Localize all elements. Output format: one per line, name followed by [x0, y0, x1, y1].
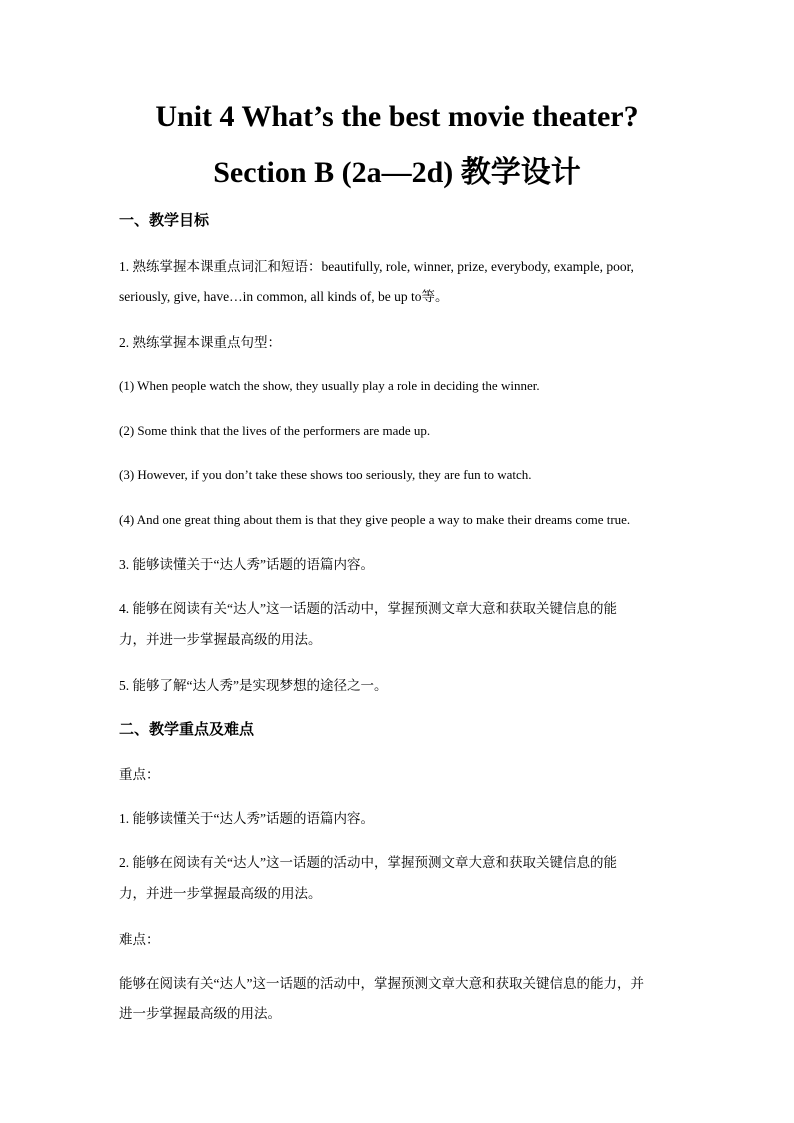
document-subtitle: Section B (2a—2d) 教学设计 — [213, 156, 581, 189]
objective-item-1: 1. 熟练掌握本课重点词汇和短语：beautifully, role, winner, prize, everybody, example, poor, — [119, 259, 634, 274]
key-sentence-3: (3) However, if you don’t take these shows too seriously, they are fun to watch. — [119, 467, 532, 482]
key-sentence-4: (4) And one great thing about them is that they give people a way to make their dreams come true. — [119, 512, 631, 527]
objective-item-5: 5. 能够了解“达人秀”是实现梦想的途径之一。 — [119, 678, 388, 693]
difficult-point: 能够在阅读有关“达人”这一话题的活动中，掌握预测文章大意和获取关键信息的能力，并 — [119, 976, 644, 991]
key-point-2: 2. 能够在阅读有关“达人”这一话题的活动中，掌握预测文章大意和获取关键信息的能 — [119, 855, 617, 870]
key-point-2-cont: 力，并进一步掌握最高级的用法。 — [119, 886, 322, 901]
document-title: Unit 4 What’s the best movie theater? — [155, 100, 639, 133]
objective-item-3: 3. 能够读懂关于“达人秀”话题的语篇内容。 — [119, 557, 374, 572]
objective-item-1-cont: seriously, give, have…in common, all kinds of, be up to等。 — [119, 289, 449, 304]
section-heading-key-points: 二、教学重点及难点 — [119, 722, 255, 738]
objective-item-4: 4. 能够在阅读有关“达人”这一话题的活动中，掌握预测文章大意和获取关键信息的能 — [119, 601, 617, 616]
key-sentence-1: (1) When people watch the show, they usually play a role in deciding the winner. — [119, 378, 540, 393]
objective-item-4-cont: 力，并进一步掌握最高级的用法。 — [119, 632, 322, 647]
key-points-label: 重点： — [119, 767, 160, 782]
section-heading-objectives: 一、教学目标 — [119, 213, 210, 229]
key-sentence-2: (2) Some think that the lives of the performers are made up. — [119, 423, 431, 438]
difficult-point-cont: 进一步掌握最高级的用法。 — [119, 1006, 281, 1021]
objective-item-2: 2. 熟练掌握本课重点句型： — [119, 335, 281, 350]
key-point-1: 1. 能够读懂关于“达人秀”话题的语篇内容。 — [119, 811, 374, 826]
difficult-points-label: 难点： — [119, 932, 160, 947]
